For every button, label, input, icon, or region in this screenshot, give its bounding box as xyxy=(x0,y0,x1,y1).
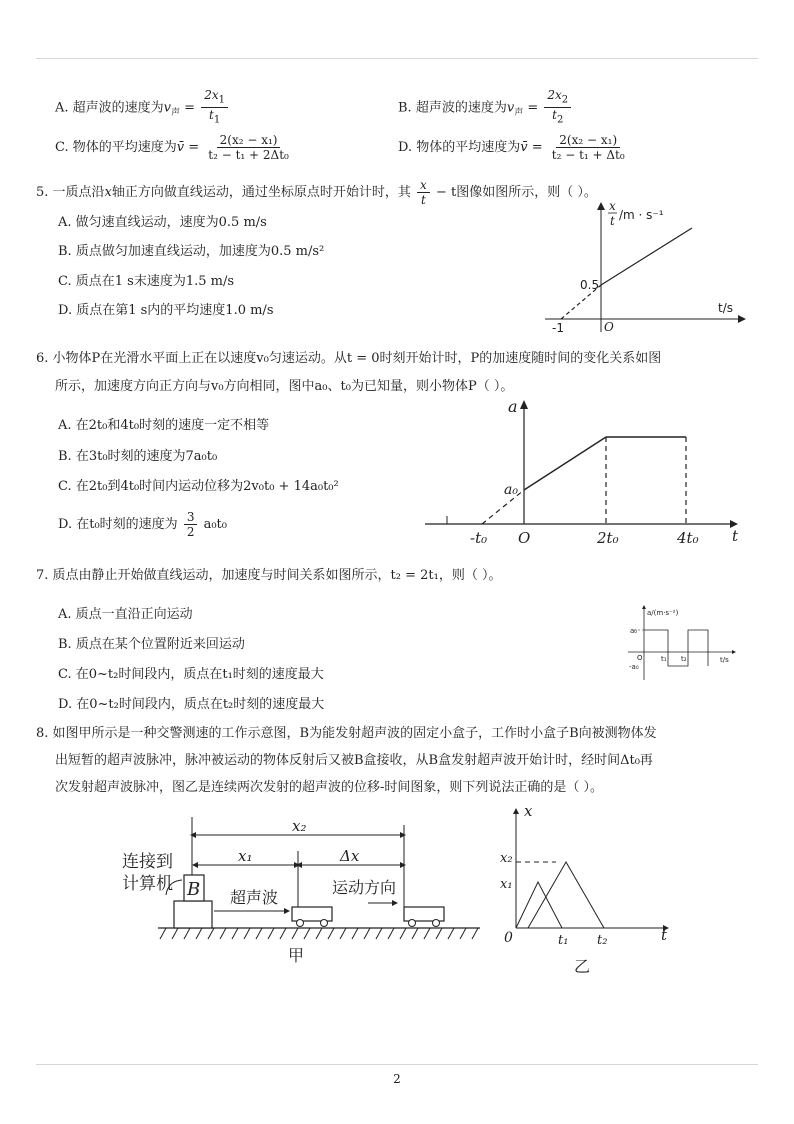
q8-jia-caption: 甲 xyxy=(288,946,305,965)
q4-option-c[interactable]: C. 物体的平均速度为v̄ = $\frac{\text{2(x₂ − x₁)}}{\text{t₂ − t₁ + 2Δt₀}}$ xyxy=(55,133,294,162)
q8-jia-x1-label: x₁ xyxy=(238,847,253,865)
q5-y-unit: /m · s⁻¹ xyxy=(619,208,664,222)
q7-option-c[interactable]: C. 在0~t₂时间段内，质点在t₁时刻的速度最大 xyxy=(58,667,324,682)
q5-y-label-den: t xyxy=(610,214,615,228)
q8-yi-x1-label: x₁ xyxy=(500,877,513,892)
q5-option-a[interactable]: A. 做匀速直线运动，速度为0.5 m/s xyxy=(58,215,267,230)
q8-jia-base-block xyxy=(174,901,212,928)
q5-graph-line xyxy=(601,228,692,285)
q4-option-d-fraction: $\frac{\text{2(x₂ − x₁)}}{\text{t₂ − t₁ + Δt₀}}$ xyxy=(551,133,625,162)
q8-stem-line2: 出短暂的超声波脉冲，脉冲被运动的物体反射后又被B盒接收，从B盒发射超声波开始计时，经时间Δt₀再 xyxy=(55,753,653,768)
q7-x-arrow xyxy=(732,650,736,654)
q6-2t0-label: 2t₀ xyxy=(597,529,619,547)
q5-x-label: t/s xyxy=(718,301,733,315)
q8-jia-ultrasound-label: 超声波 xyxy=(230,888,279,907)
q8-jia-car-1 xyxy=(292,907,332,927)
q6-figure xyxy=(420,395,750,555)
page-number: 2 xyxy=(393,1072,401,1086)
q6-y-label: a xyxy=(508,397,518,416)
q6-y-arrow xyxy=(520,400,528,409)
q7-option-b[interactable]: B. 质点在某个位置附近来回运动 xyxy=(58,637,245,652)
q7-neg-a0-label: -a₀ xyxy=(629,663,639,671)
q5-y-label-num: x xyxy=(609,199,616,213)
q4-option-c-fraction: $\frac{\text{2(x₂ − x₁)}}{\text{t₂ − t₁ + 2Δt₀}}$ xyxy=(208,133,289,162)
q7-figure xyxy=(620,604,740,682)
q7-x-label: t/s xyxy=(720,656,729,664)
q6-stem-line2: 所示，加速度方向正方向与v₀方向相同，图中a₀、t₀为已知量，则小物体P（ ）。 xyxy=(55,379,514,394)
q8-yi-x-label: t xyxy=(661,926,668,944)
q7-y-arrow xyxy=(642,605,646,609)
q4-option-a-fraction: $\frac{2x_1}{t_1}$ xyxy=(201,88,228,128)
q8-jia-ground-hatch xyxy=(160,928,478,939)
q5-option-c[interactable]: C. 质点在1 s末速度为1.5 m/s xyxy=(58,274,235,289)
q6-4t0-label: 4t₀ xyxy=(677,529,699,547)
q8-jia-dx-label: Δx xyxy=(340,847,360,865)
q6-x-label: t xyxy=(732,527,739,545)
q8-yi-caption: 乙 xyxy=(574,957,591,976)
q7-a0-label: a₀ xyxy=(630,627,638,635)
q6-option-a[interactable]: A. 在2t₀和4t₀时刻的速度一定不相等 xyxy=(58,418,270,433)
q8-jia-connect-label-2: 计算机 xyxy=(122,874,173,894)
q5-option-d[interactable]: D. 质点在第1 s内的平均速度1.0 m/s xyxy=(58,303,274,318)
q7-stem: 7. 质点由静止开始做直线运动，加速度与时间关系如图所示，t₂ = 2t₁，则（ ）。 xyxy=(36,568,502,583)
q6-option-c[interactable]: C. 在2t₀到4t₀时间内运动位移为2v₀t₀ + 14a₀t₀² xyxy=(58,479,339,494)
q7-y-label: a/(m·s⁻²) xyxy=(647,609,679,617)
q6-origin-label: O xyxy=(518,529,531,547)
q8-yi-x2-label: x₂ xyxy=(500,851,513,866)
q5-intercept-label: 0.5 xyxy=(580,278,600,292)
q8-jia-box-b-label: B xyxy=(187,879,201,900)
q5-figure xyxy=(540,196,750,336)
q5-x-arrow xyxy=(738,315,746,323)
q8-yi-y-label: x xyxy=(524,802,533,820)
q8-jia-x2-label: x₂ xyxy=(292,817,307,835)
q6-option-d[interactable]: D. 在t₀时刻的速度为 $\frac{3}{2}$ a₀t₀ xyxy=(58,510,227,539)
q8-jia-connect-label-1: 连接到 xyxy=(122,852,173,872)
q6-option-b[interactable]: B. 在3t₀时刻的速度为7a₀t₀ xyxy=(58,449,218,464)
q7-t1-label: t₁ xyxy=(661,655,667,663)
q8-yi-origin-label: 0 xyxy=(504,930,513,946)
header-rule xyxy=(36,58,758,59)
q4-option-d[interactable]: D. 物体的平均速度为v̄ = $\frac{\text{2(x₂ − x₁)}}{\text{t₂ − t₁ + Δt₀}}$ xyxy=(398,133,630,162)
q5-x-intercept-label: -1 xyxy=(552,321,564,335)
q8-stem-line3: 次发射超声波脉冲，图乙是连续两次发射的超声波的位移-时间图象，则下列说法正确的是（ ）。 xyxy=(55,780,604,795)
q8-jia-motion-label: 运动方向 xyxy=(332,878,397,897)
q6-ramp xyxy=(524,437,606,490)
q8-figure-jia xyxy=(118,815,498,965)
q8-yi-t1-label: t₁ xyxy=(558,933,569,948)
q5-stem: 5. 一质点沿x轴正方向做直线运动，通过坐标原点时开始计时，其 $\frac{x}{t}$ − t图像如图所示，则（ ）。 xyxy=(36,178,597,207)
q7-origin-label: O xyxy=(637,654,643,662)
q4-option-b-fraction: $\frac{2x_2}{t_2}$ xyxy=(544,88,571,128)
q8-yi-pulse-2 xyxy=(528,862,604,928)
q8-yi-t2-label: t₂ xyxy=(597,933,608,948)
q7-t2-label: t₂ xyxy=(681,655,687,663)
q4-option-a[interactable]: A. 超声波的速度为$v_声$ = $\frac{2x_1}{t_1}$ xyxy=(55,88,230,128)
q5-option-b[interactable]: B. 质点做匀加速直线运动，加速度为0.5 m/s² xyxy=(58,244,325,259)
q8-jia-car-2 xyxy=(404,907,444,927)
q5-y-arrow xyxy=(597,202,605,210)
q4-option-b[interactable]: B. 超声波的速度为$v_声$ = $\frac{2x_2}{t_2}$ xyxy=(398,88,573,128)
q8-stem-line1: 8. 如图甲所示是一种交警测速的工作示意图，B为能发射超声波的固定小盒子，工作时小盒子B向被测物体发 xyxy=(36,726,657,741)
footer-rule xyxy=(36,1064,758,1065)
q6-stem-line1: 6. 小物体P在光滑水平面上正在以速度v₀匀速运动。从t = 0时刻开始计时，P的加速度随时间的变化关系如图 xyxy=(36,351,662,366)
q8-figure-yi xyxy=(498,800,678,980)
q6-neg-t0-label: -t₀ xyxy=(470,529,488,547)
q8-yi-pulse-1 xyxy=(516,882,562,928)
q7-square-wave xyxy=(644,630,708,666)
q8-yi-y-arrow xyxy=(513,808,519,814)
q6-a0-label: a₀ xyxy=(504,482,518,498)
q7-option-d[interactable]: D. 在0~t₂时间段内，质点在t₂时刻的速度最大 xyxy=(58,697,325,712)
q5-origin-label: O xyxy=(604,320,614,334)
q7-option-a[interactable]: A. 质点一直沿正向运动 xyxy=(58,607,193,622)
